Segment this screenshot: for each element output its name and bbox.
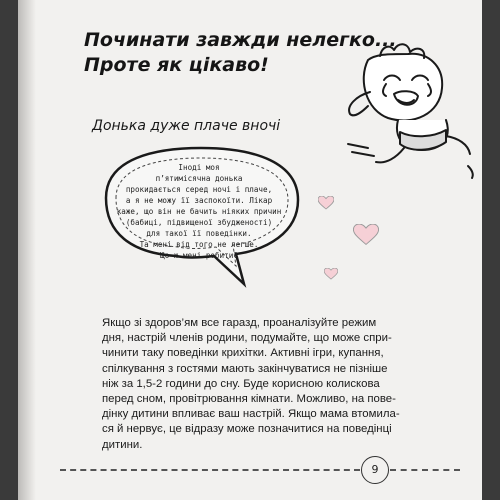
- bubble-line: каже, що він не бачить ніяких причин: [116, 207, 282, 216]
- bubble-line: Та мені від того не легше.: [139, 240, 259, 249]
- body-line: дня, настрій членів родини, подумайте, що може спри-: [102, 332, 392, 345]
- body-line: дінку дитини впливає ваш настрій. Якщо мама втомила-: [102, 408, 400, 421]
- bubble-line: п’ятимісячна донька: [155, 174, 243, 183]
- bubble-line: а я не можу її заспокоїти. Лікар: [125, 196, 273, 205]
- heart-icon: [353, 224, 379, 246]
- body-line: Якщо зі здоров’ям все гаразд, проаналізуйте режим: [102, 317, 377, 329]
- bubble-line: для такої її поведінки.: [146, 229, 252, 238]
- title-line-1: Починати завжди нелегко...: [84, 29, 397, 51]
- bubble-text: [110, 162, 288, 261]
- heart-icon: [318, 196, 334, 210]
- crying-baby-illustration: [328, 40, 478, 180]
- body-paragraph: [102, 316, 408, 453]
- bubble-line: (бабиці, підвищеної збудженості): [125, 218, 273, 227]
- footer-divider: [390, 469, 460, 471]
- bubble-line: прокидається серед ночі і плаче,: [125, 185, 273, 194]
- bubble-line: Що ж мені робити?: [160, 251, 238, 260]
- book-page: [18, 0, 482, 500]
- footer-divider: [60, 469, 360, 471]
- body-line: перед сном, провітрювання кімнати. Можливо, на пове-: [102, 393, 396, 406]
- page-fold-shadow: [18, 0, 36, 500]
- heart-icon: [324, 268, 338, 280]
- body-line: чинити таку поведінки крихітки. Активні ігри, купання,: [102, 347, 384, 360]
- body-line: дитини.: [102, 438, 143, 451]
- title-line-2: Проте як цікаво!: [84, 54, 269, 76]
- section-title: Донька дуже плаче вночі: [92, 118, 281, 134]
- body-line: спілкування з гостями мають закінчуватися не пізніше: [102, 362, 388, 375]
- body-line: ся й нервує, це відразу може позначитися на поведінці: [102, 423, 392, 436]
- page-number: 9: [361, 456, 389, 484]
- bubble-line: Іноді моя: [178, 163, 220, 172]
- body-line: ніж за 1,5-2 години до сну. Буде корисною колискова: [102, 377, 380, 390]
